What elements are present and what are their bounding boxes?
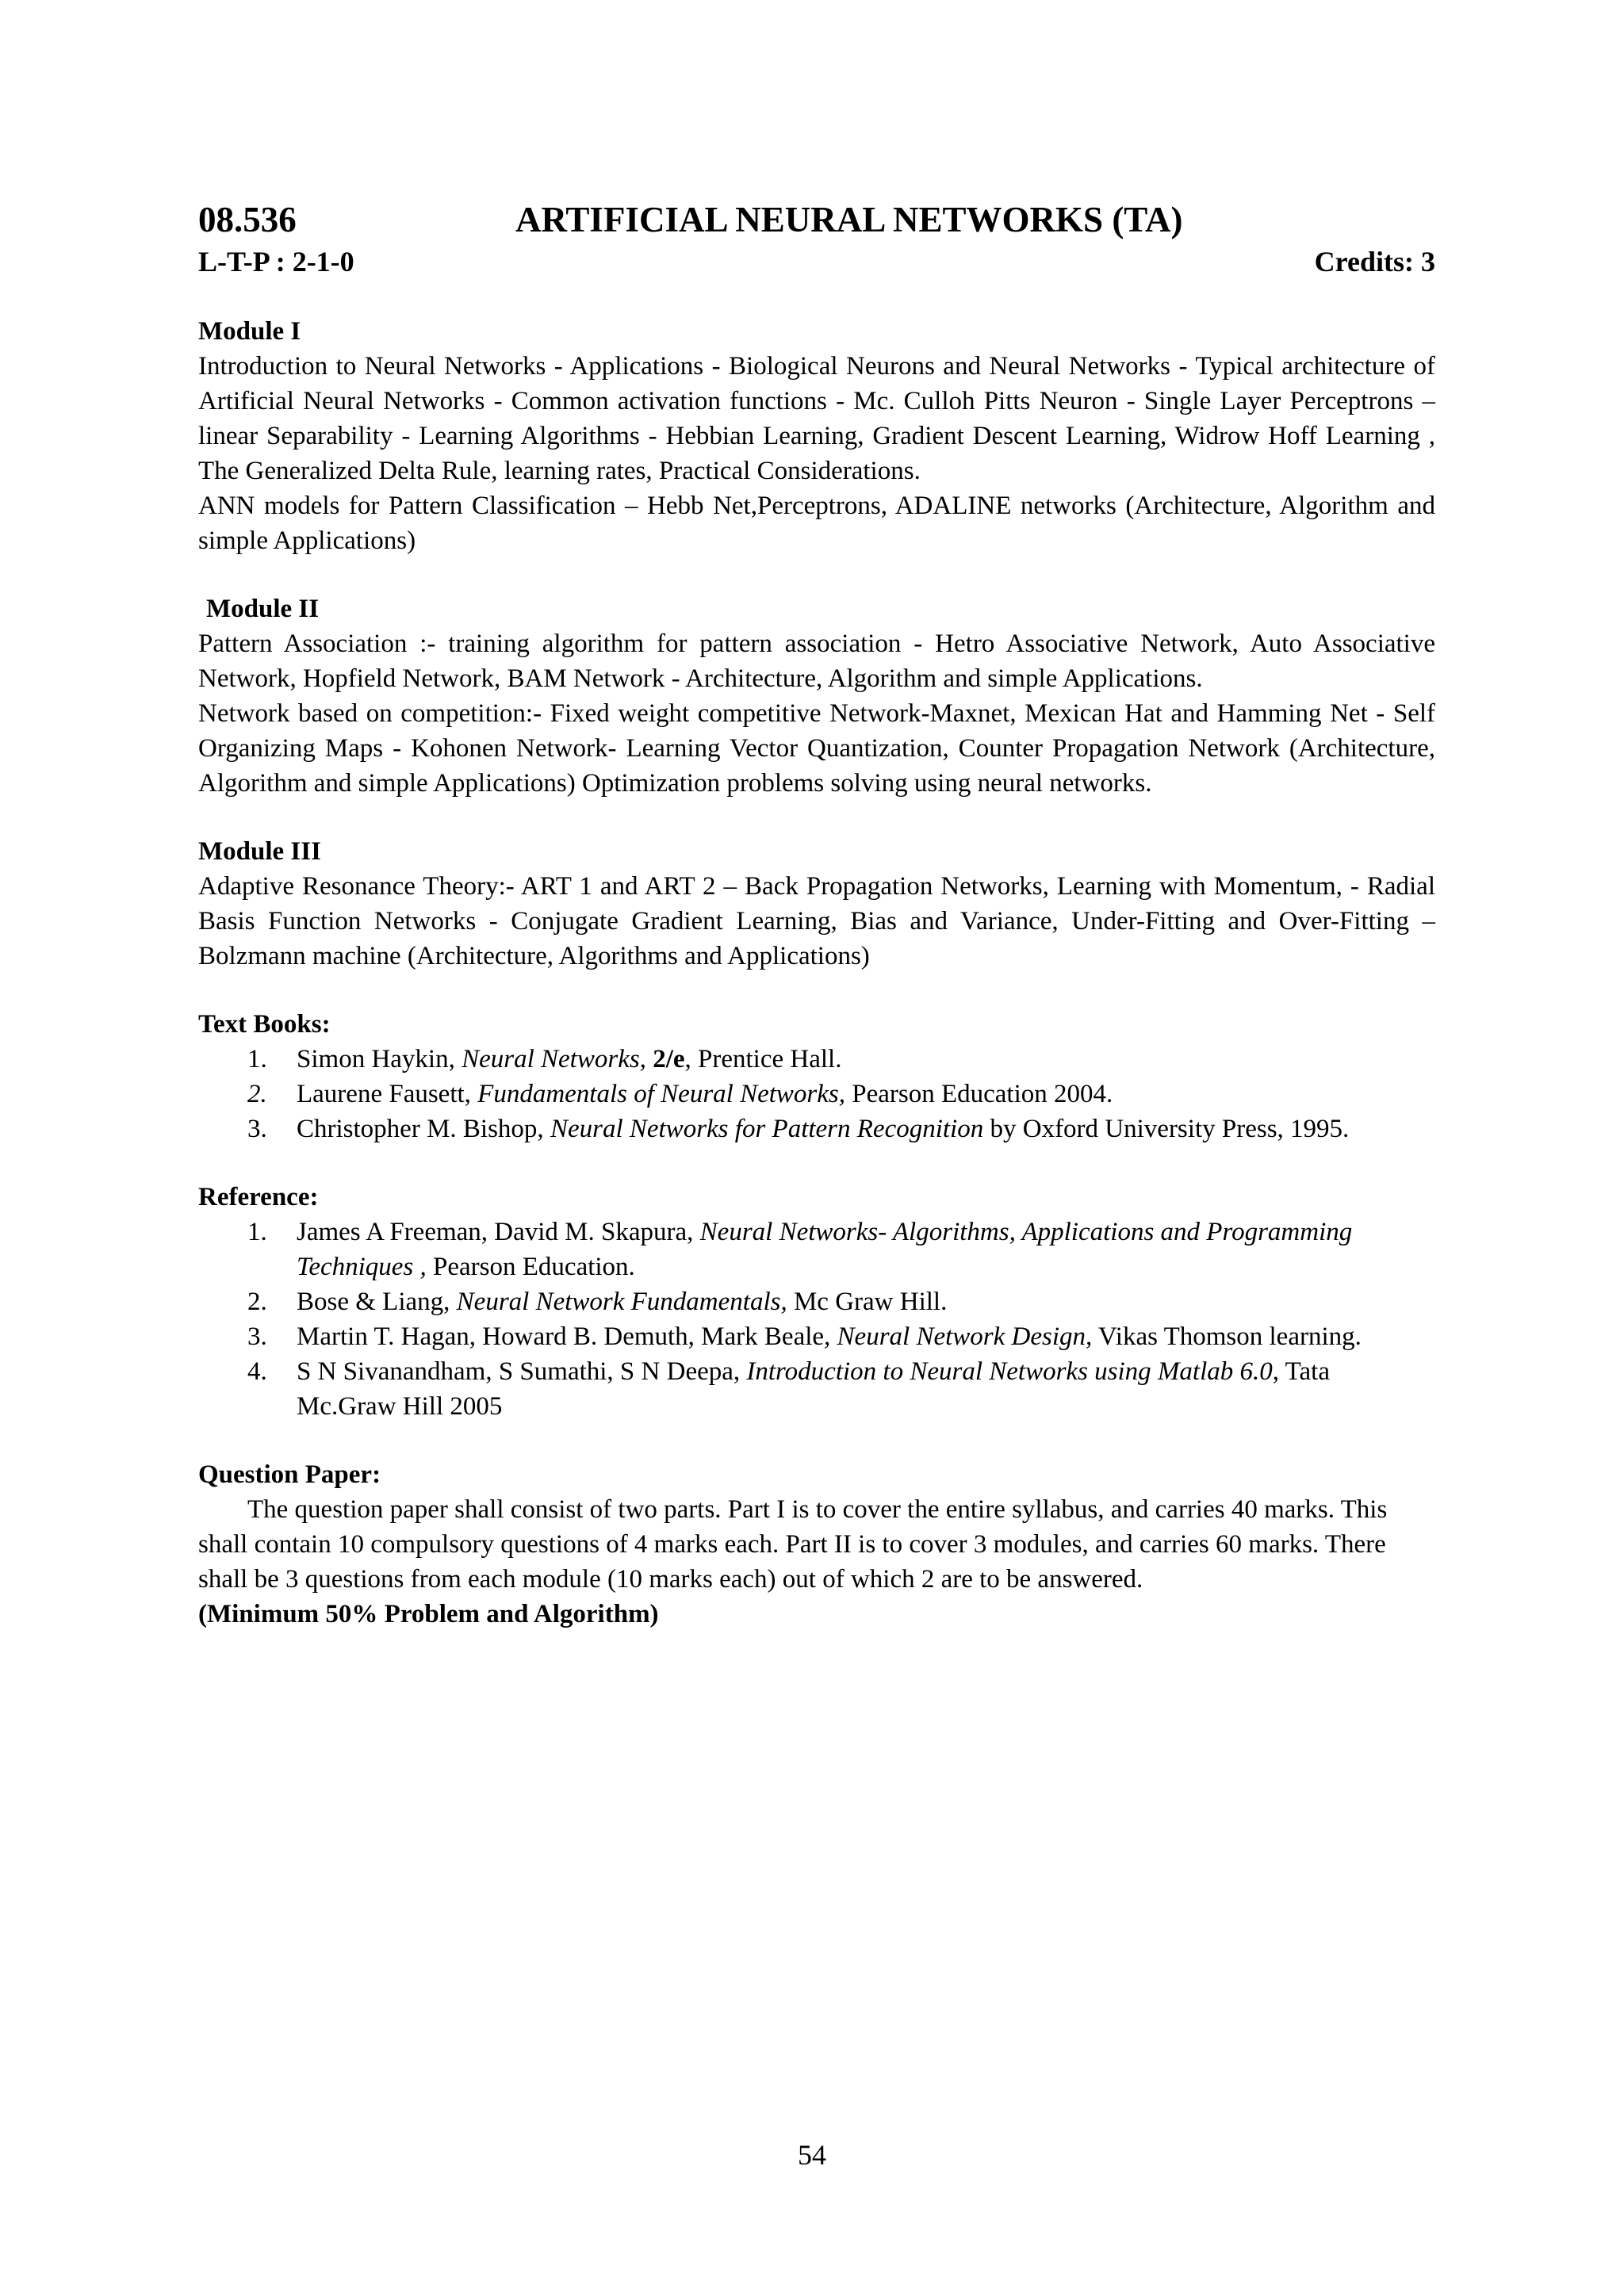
list-item <box>198 1042 1435 1077</box>
question-paper-section <box>198 1457 1435 1632</box>
list-item <box>198 1112 1435 1146</box>
list-number: 2. <box>247 1288 267 1316</box>
list-number: 1. <box>247 1045 267 1073</box>
book-author: Christopher M. Bishop, <box>297 1115 550 1143</box>
module-3-paragraph: Adaptive Resonance Theory:- ART 1 and ART 2 – Back Propagation Networks, Learning with Momentum, - Radial Basis Function Networks - Conjugate Gradient Learning, Bias and Variance, Under-Fitting and Over-Fitting – Bolzmann machine (Architecture, Algorithms and Applications) <box>198 872 1435 970</box>
book-publisher: by Oxford University Press, 1995. <box>983 1115 1350 1143</box>
list-item <box>198 1215 1435 1284</box>
question-paper-text: The question paper shall consist of two parts. Part I is to cover the entire syllabus, and carries 40 marks. This shall contain 10 compulsory questions of 4 marks each. Part II is to cover 3 modules, and carries 60 marks. There shall be 3 questions from each module (10 marks each) out of which 2 are to be answered. <box>198 1495 1388 1594</box>
book-publisher: , Prentice Hall. <box>684 1045 842 1073</box>
list-number: 2. <box>247 1080 267 1108</box>
ltp-label: L-T-P : 2-1-0 <box>198 246 354 277</box>
ref-publisher: Mc Graw Hill. <box>787 1288 948 1316</box>
book-publisher: Pearson Education 2004. <box>845 1080 1113 1108</box>
book-edition: 2/e <box>653 1045 685 1073</box>
ref-title: Neural Networks- Algorithms, Applications and Programming Techniques , <box>297 1218 1353 1281</box>
list-number: 3. <box>247 1115 267 1143</box>
module-2-paragraph: Pattern Association :- training algorithm for pattern association - Hetro Associative Network, Auto Associative Network, Hopfield Network, BAM Network - Architecture, Algorithm and simple Applications. <box>198 629 1435 693</box>
ref-author: Bose & Liang, <box>297 1288 457 1316</box>
list-number: 1. <box>247 1218 267 1246</box>
ref-publisher: Pearson Education. <box>426 1253 635 1281</box>
book-title: Neural Networks, <box>462 1045 646 1073</box>
page-number: 54 <box>798 2139 826 2171</box>
module-2-paragraph: Network based on competition:- Fixed weight competitive Network-Maxnet, Mexican Hat and Hamming Net - Self Organizing Maps - Kohonen Network- Learning Vector Quantization, Counter Propagation Network (Architecture, Algorithm and simple Applications) Optimization problems solving using neural networks. <box>198 699 1435 798</box>
ref-author: S N Sivanandham, S Sumathi, S N Deepa, <box>297 1357 747 1386</box>
list-number: 4. <box>247 1357 267 1386</box>
text-books-heading: Text Books: <box>198 1010 331 1039</box>
book-author: Laurene Fausett, <box>297 1080 478 1108</box>
course-meta <box>198 243 1435 281</box>
book-title: Fundamentals of Neural Networks, <box>477 1080 845 1108</box>
syllabus-page <box>198 197 1435 1632</box>
reference-list <box>198 1215 1435 1424</box>
text-books-section <box>198 1007 1435 1146</box>
module-1-section <box>198 314 1435 558</box>
list-number: 3. <box>247 1322 267 1351</box>
course-title: ARTIFICIAL NEURAL NETWORKS (TA) <box>515 200 1183 239</box>
module-3-heading: Module III <box>198 837 321 866</box>
module-1-heading: Module I <box>198 317 301 346</box>
course-code: 08.536 <box>198 200 297 239</box>
ref-author: Martin T. Hagan, Howard B. Demuth, Mark Beale <box>297 1322 825 1351</box>
module-1-paragraph: ANN models for Pattern Classification – Hebb Net,Perceptrons, ADALINE networks (Architecture, Algorithm and simple Applications) <box>198 492 1435 555</box>
question-paper-heading: Question Paper: <box>198 1460 381 1489</box>
ref-publisher: Vikas Thomson learning. <box>1092 1322 1362 1351</box>
reference-heading: Reference: <box>198 1183 319 1211</box>
list-item <box>198 1284 1435 1319</box>
question-paper-note: (Minimum 50% Problem and Algorithm) <box>198 1600 659 1628</box>
ref-author: James A Freeman, David M. Skapura, <box>297 1218 700 1246</box>
list-item <box>198 1077 1435 1112</box>
list-item <box>198 1319 1435 1354</box>
module-2-section <box>198 591 1435 801</box>
ref-title: Neural Network Fundamentals, <box>456 1288 787 1316</box>
ref-publisher: , Tata Mc.Graw Hill 2005 <box>297 1357 1330 1421</box>
module-2-heading: Module II <box>206 595 320 623</box>
ref-title: Introduction to Neural Networks using Matlab 6.0 <box>746 1357 1273 1386</box>
text-books-list <box>198 1042 1435 1146</box>
module-1-paragraph: Introduction to Neural Networks - Applications - Biological Neurons and Neural Networks - Typical architecture of Artificial Neural Networks - Common activation functions - Mc. Culloh Pitts Neuron - Single Layer Perceptrons – linear Separability - Learning Algorithms - Hebbian Learning, Gradient Descent Learning, Widrow Hoff Learning , The Generalized Delta Rule, learning rates, Practical Considerations. <box>198 352 1435 485</box>
reference-section <box>198 1180 1435 1424</box>
ref-title: , Neural Network Design, <box>824 1322 1093 1351</box>
list-item <box>198 1354 1435 1424</box>
book-title: Neural Networks for Pattern Recognition <box>550 1115 984 1143</box>
book-author: Simon Haykin, <box>297 1045 462 1073</box>
module-3-section <box>198 834 1435 974</box>
course-header <box>198 197 1435 243</box>
credits-label: Credits: 3 <box>1314 246 1435 277</box>
